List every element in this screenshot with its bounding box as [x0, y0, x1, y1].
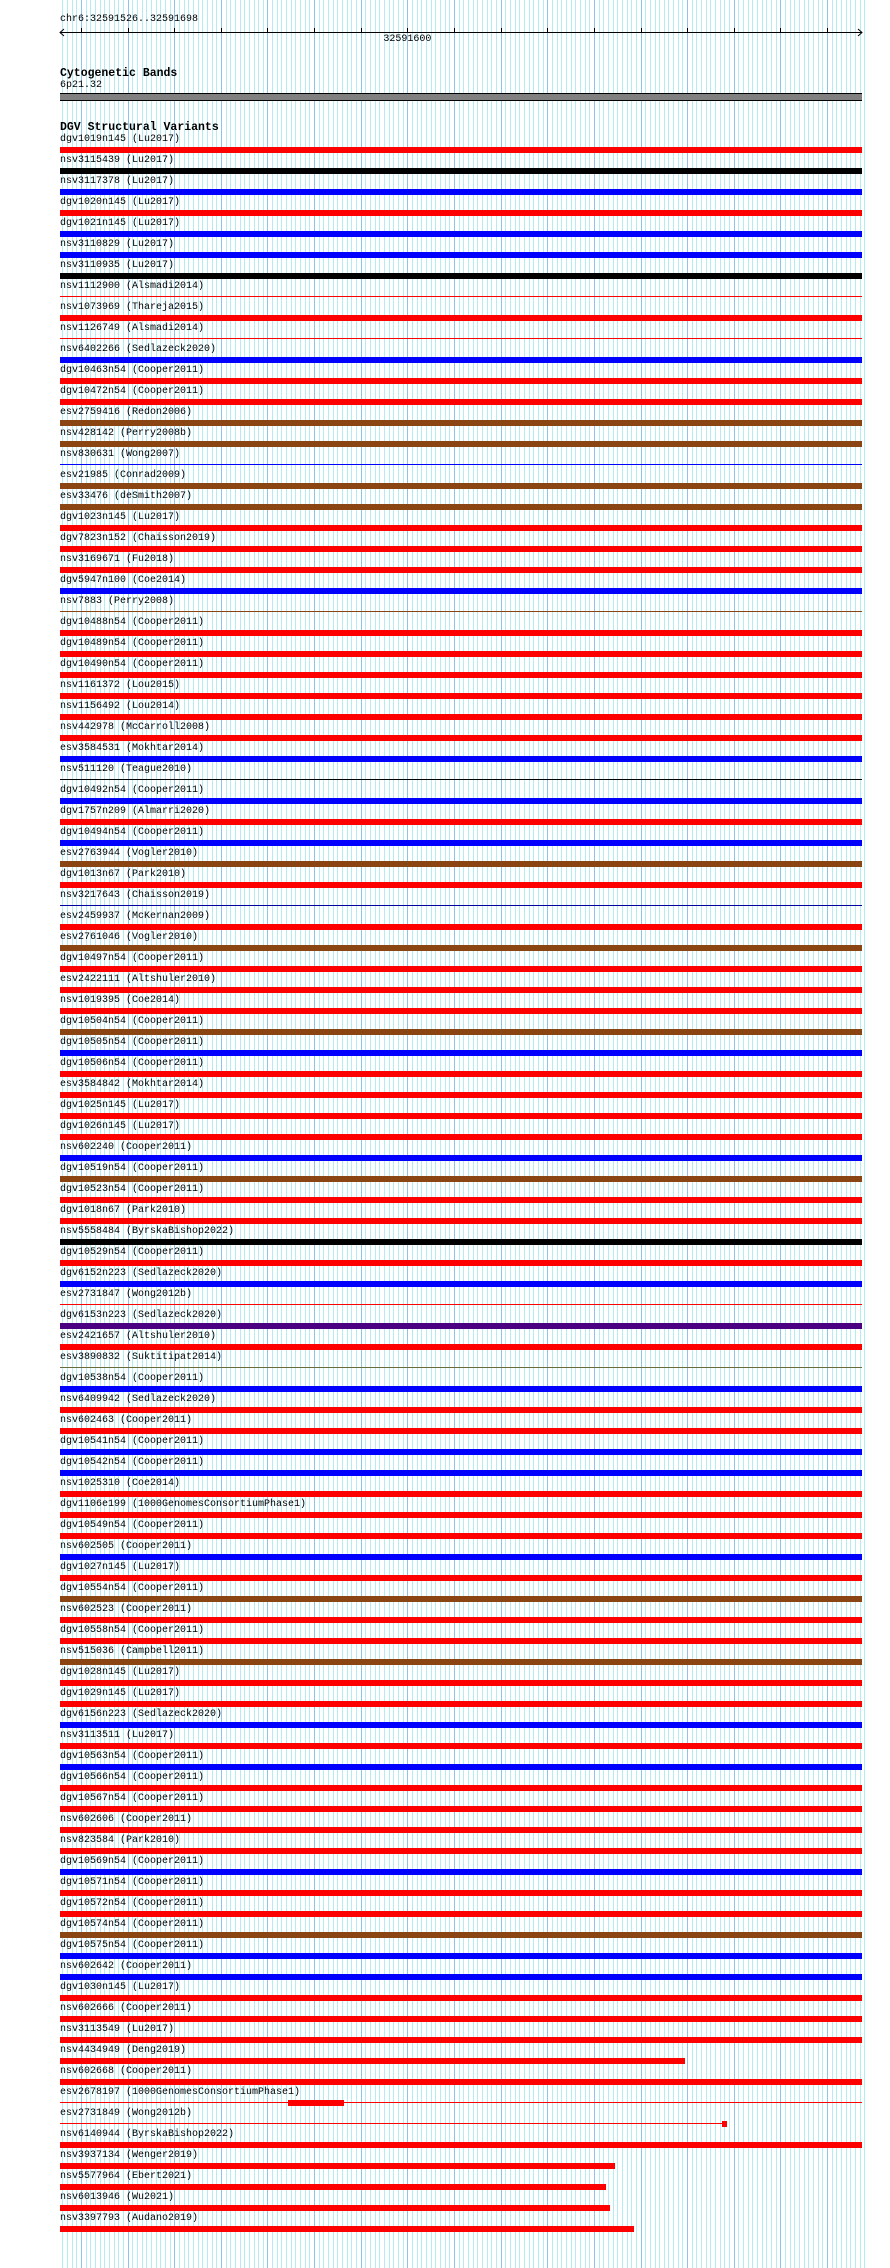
variant-bar[interactable] — [60, 504, 862, 510]
variant-label[interactable]: dgv10472n54 (Cooper2011) — [60, 386, 205, 397]
variant-bar[interactable] — [60, 1869, 862, 1875]
variant-label[interactable]: dgv10549n54 (Cooper2011) — [60, 1520, 205, 1531]
variant-line[interactable] — [60, 1304, 862, 1305]
variant-label[interactable]: dgv10489n54 (Cooper2011) — [60, 638, 205, 649]
variant-label[interactable]: dgv1020n145 (Lu2017) — [60, 197, 181, 208]
variant-label[interactable]: dgv10529n54 (Cooper2011) — [60, 1247, 205, 1258]
variant-label[interactable]: dgv1027n145 (Lu2017) — [60, 1562, 181, 1573]
variant-bar[interactable] — [60, 567, 862, 573]
variant-label[interactable]: nsv6409942 (Sedlazeck2020) — [60, 1394, 217, 1405]
variant-line[interactable] — [60, 779, 862, 780]
variant-bar[interactable] — [60, 1407, 862, 1413]
variant-block[interactable] — [722, 2121, 727, 2127]
variant-bar[interactable] — [60, 1554, 862, 1560]
range-label: chr6:32591526..32591698 — [60, 14, 199, 25]
variant-label[interactable]: dgv10569n54 (Cooper2011) — [60, 1856, 205, 1867]
variant-block[interactable] — [288, 2100, 344, 2106]
variant-bar[interactable] — [60, 1134, 862, 1140]
variant-label[interactable]: nsv3217643 (Chaisson2019) — [60, 890, 211, 901]
variant-bar[interactable] — [60, 1911, 862, 1917]
variant-bar[interactable] — [60, 168, 862, 174]
variant-label[interactable]: esv2763944 (Vogler2010) — [60, 848, 199, 859]
variant-label[interactable]: esv2421657 (Altshuler2010) — [60, 1331, 217, 1342]
variant-label[interactable]: nsv3113511 (Lu2017) — [60, 1730, 175, 1741]
variant-label[interactable]: nsv442978 (McCarroll2008) — [60, 722, 211, 733]
variant-label[interactable]: dgv10523n54 (Cooper2011) — [60, 1184, 205, 1195]
variant-label[interactable]: nsv3115439 (Lu2017) — [60, 155, 175, 166]
variant-bar[interactable] — [60, 651, 862, 657]
variant-label[interactable]: nsv3110935 (Lu2017) — [60, 260, 175, 271]
variant-line[interactable] — [60, 611, 862, 612]
variant-bar[interactable] — [60, 210, 862, 216]
variant-bar[interactable] — [60, 1113, 862, 1119]
variant-bar[interactable] — [60, 1260, 862, 1266]
variant-bar[interactable] — [60, 714, 862, 720]
variant-label[interactable]: dgv10541n54 (Cooper2011) — [60, 1436, 205, 1447]
variant-label[interactable]: nsv428142 (Perry2008b) — [60, 428, 193, 439]
variant-label[interactable]: esv21985 (Conrad2009) — [60, 470, 187, 481]
variant-label[interactable]: dgv1023n145 (Lu2017) — [60, 512, 181, 523]
variant-bar[interactable] — [60, 2163, 615, 2169]
variant-line[interactable] — [60, 2102, 862, 2103]
variant-label[interactable]: dgv1026n145 (Lu2017) — [60, 1121, 181, 1132]
variant-label[interactable]: nsv3397793 (Audano2019) — [60, 2213, 199, 2224]
variant-bar[interactable] — [60, 735, 862, 741]
variant-label[interactable]: nsv1019395 (Coe2014) — [60, 995, 181, 1006]
variant-bar[interactable] — [60, 1680, 862, 1686]
sv-track-title[interactable]: DGV Structural Variants — [60, 121, 219, 134]
variant-bar[interactable] — [60, 840, 862, 846]
variant-line[interactable] — [60, 2123, 727, 2124]
variant-bar[interactable] — [60, 1890, 862, 1896]
variant-bar[interactable] — [60, 252, 862, 258]
variant-label[interactable]: esv2731847 (Wong2012b) — [60, 1289, 193, 1300]
variant-bar[interactable] — [60, 861, 862, 867]
variant-bar[interactable] — [60, 357, 862, 363]
variant-label[interactable]: dgv1030n145 (Lu2017) — [60, 1982, 181, 1993]
variant-bar[interactable] — [60, 1218, 862, 1224]
variant-label[interactable]: dgv6153n223 (Sedlazeck2020) — [60, 1310, 223, 1321]
variant-bar[interactable] — [60, 546, 862, 552]
variant-label[interactable]: nsv6013946 (Wu2021) — [60, 2192, 175, 2203]
variant-bar[interactable] — [60, 1953, 862, 1959]
variant-label[interactable]: dgv10504n54 (Cooper2011) — [60, 1016, 205, 1027]
variant-label[interactable]: nsv1156492 (Lou2014) — [60, 701, 181, 712]
variant-bar[interactable] — [60, 1701, 862, 1707]
variant-label[interactable]: nsv7883 (Perry2008) — [60, 596, 175, 607]
variant-bar[interactable] — [60, 819, 862, 825]
variant-label[interactable]: nsv602642 (Cooper2011) — [60, 1961, 193, 1972]
variant-label[interactable]: nsv4434949 (Deng2019) — [60, 2045, 187, 2056]
cytoband-track-title[interactable]: Cytogenetic Bands — [60, 67, 178, 80]
variant-bar[interactable] — [60, 2184, 606, 2190]
variant-label[interactable]: dgv10492n54 (Cooper2011) — [60, 785, 205, 796]
variant-label[interactable]: nsv3937134 (Wenger2019) — [60, 2150, 199, 2161]
variant-label[interactable]: nsv1161372 (Lou2015) — [60, 680, 181, 691]
variant-bar[interactable] — [60, 1323, 862, 1329]
variant-bar[interactable] — [60, 273, 862, 279]
variant-bar[interactable] — [60, 1029, 862, 1035]
variant-label[interactable]: dgv6156n223 (Sedlazeck2020) — [60, 1709, 223, 1720]
variant-label[interactable]: dgv5947n100 (Coe2014) — [60, 575, 187, 586]
variant-bar[interactable] — [60, 1575, 862, 1581]
variant-bar[interactable] — [60, 189, 862, 195]
variant-label[interactable]: esv3890832 (Suktitipat2014) — [60, 1352, 223, 1363]
variant-bar[interactable] — [60, 1470, 862, 1476]
variant-bar[interactable] — [60, 693, 862, 699]
variant-bar[interactable] — [60, 2058, 685, 2064]
variant-label[interactable]: dgv7823n152 (Chaisson2019) — [60, 533, 217, 544]
variant-label[interactable]: dgv10575n54 (Cooper2011) — [60, 1940, 205, 1951]
variant-bar[interactable] — [60, 1176, 862, 1182]
variant-label[interactable]: dgv10538n54 (Cooper2011) — [60, 1373, 205, 1384]
variant-bar[interactable] — [60, 231, 862, 237]
variant-bar[interactable] — [60, 1743, 862, 1749]
variant-bar[interactable] — [60, 1449, 862, 1455]
variant-bar[interactable] — [60, 2079, 862, 2085]
cytoband-bar[interactable] — [60, 93, 862, 101]
variant-bar[interactable] — [60, 399, 862, 405]
variant-label[interactable]: dgv10497n54 (Cooper2011) — [60, 953, 205, 964]
variant-label[interactable]: dgv1029n145 (Lu2017) — [60, 1688, 181, 1699]
variant-bar[interactable] — [60, 1050, 862, 1056]
variant-label[interactable]: dgv1025n145 (Lu2017) — [60, 1100, 181, 1111]
variant-bar[interactable] — [60, 588, 862, 594]
variant-label[interactable]: dgv10566n54 (Cooper2011) — [60, 1772, 205, 1783]
variant-bar[interactable] — [60, 672, 862, 678]
variant-label[interactable]: esv33476 (deSmith2007) — [60, 491, 193, 502]
variant-bar[interactable] — [60, 1974, 862, 1980]
variant-label[interactable]: nsv3169671 (Fu2018) — [60, 554, 175, 565]
variant-label[interactable]: nsv602505 (Cooper2011) — [60, 1541, 193, 1552]
variant-label[interactable]: esv2759416 (Redon2006) — [60, 407, 193, 418]
variant-label[interactable]: nsv830631 (Wong2007) — [60, 449, 181, 460]
variant-label[interactable]: nsv1073969 (Thareja2015) — [60, 302, 205, 313]
variant-label[interactable]: esv2459937 (McKernan2009) — [60, 911, 211, 922]
variant-label[interactable]: nsv602666 (Cooper2011) — [60, 2003, 193, 2014]
variant-label[interactable]: nsv511120 (Teague2010) — [60, 764, 193, 775]
variant-bar[interactable] — [60, 1155, 862, 1161]
variant-bar[interactable] — [60, 1071, 862, 1077]
variant-bar[interactable] — [60, 756, 862, 762]
variant-bar[interactable] — [60, 1491, 862, 1497]
variant-bar[interactable] — [60, 1239, 862, 1245]
variant-label[interactable]: dgv10463n54 (Cooper2011) — [60, 365, 205, 376]
variant-label[interactable]: nsv3110829 (Lu2017) — [60, 239, 175, 250]
variant-label[interactable]: nsv1112900 (Alsmadi2014) — [60, 281, 205, 292]
variant-bar[interactable] — [60, 483, 862, 489]
variant-bar[interactable] — [60, 1197, 862, 1203]
variant-bar[interactable] — [60, 2226, 634, 2232]
variant-label[interactable]: dgv10505n54 (Cooper2011) — [60, 1037, 205, 1048]
variant-label[interactable]: dgv6152n223 (Sedlazeck2020) — [60, 1268, 223, 1279]
variant-bar[interactable] — [60, 420, 862, 426]
variant-bar[interactable] — [60, 924, 862, 930]
variant-label[interactable]: esv2678197 (1000GenomesConsortiumPhase1) — [60, 2087, 301, 2098]
variant-label[interactable]: dgv10506n54 (Cooper2011) — [60, 1058, 205, 1069]
variant-bar[interactable] — [60, 1092, 862, 1098]
variant-line[interactable] — [60, 296, 862, 297]
variant-label[interactable]: dgv10558n54 (Cooper2011) — [60, 1625, 205, 1636]
variant-line[interactable] — [60, 1367, 862, 1368]
variant-bar[interactable] — [60, 2142, 862, 2148]
variant-bar[interactable] — [60, 1533, 862, 1539]
variant-bar[interactable] — [60, 1785, 862, 1791]
variant-label[interactable]: esv2731849 (Wong2012b) — [60, 2108, 193, 2119]
tick-label: 32591600 — [383, 34, 432, 45]
coordinate-ruler — [0, 0, 890, 50]
variant-bar[interactable] — [60, 147, 862, 153]
variant-bar[interactable] — [60, 315, 862, 321]
variant-line[interactable] — [60, 464, 862, 465]
variant-line[interactable] — [60, 905, 862, 906]
variant-label[interactable]: nsv3113549 (Lu2017) — [60, 2024, 175, 2035]
variant-bar[interactable] — [60, 798, 862, 804]
variant-bar[interactable] — [60, 966, 862, 972]
variant-label[interactable]: dgv1013n67 (Park2010) — [60, 869, 187, 880]
variant-label[interactable]: nsv6402266 (Sedlazeck2020) — [60, 344, 217, 355]
variant-bar[interactable] — [60, 1386, 862, 1392]
variant-label[interactable]: nsv602240 (Cooper2011) — [60, 1142, 193, 1153]
variant-label[interactable]: nsv3117378 (Lu2017) — [60, 176, 175, 187]
variant-bar[interactable] — [60, 1806, 862, 1812]
variant-bar[interactable] — [60, 1932, 862, 1938]
variant-label[interactable]: dgv10542n54 (Cooper2011) — [60, 1457, 205, 1468]
variant-bar[interactable] — [60, 1617, 862, 1623]
variant-bar[interactable] — [60, 525, 862, 531]
variant-bar[interactable] — [60, 441, 862, 447]
variant-bar[interactable] — [60, 882, 862, 888]
variant-bar[interactable] — [60, 2205, 610, 2211]
variant-label[interactable]: dgv10490n54 (Cooper2011) — [60, 659, 205, 670]
variant-bar[interactable] — [60, 987, 862, 993]
variant-bar[interactable] — [60, 1512, 862, 1518]
variant-label[interactable]: esv3584531 (Mokhtar2014) — [60, 743, 205, 754]
variant-bar[interactable] — [60, 2016, 862, 2022]
variant-label[interactable]: nsv602463 (Cooper2011) — [60, 1415, 193, 1426]
variant-bar[interactable] — [60, 630, 862, 636]
variant-label[interactable]: dgv10494n54 (Cooper2011) — [60, 827, 205, 838]
variant-bar[interactable] — [60, 1428, 862, 1434]
variant-bar[interactable] — [60, 1659, 862, 1665]
variant-label[interactable]: dgv1757n209 (Almarri2020) — [60, 806, 211, 817]
variant-bar[interactable] — [60, 1344, 862, 1350]
variant-label[interactable]: esv3584842 (Mokhtar2014) — [60, 1079, 205, 1090]
variant-bar[interactable] — [60, 1281, 862, 1287]
variant-label[interactable]: nsv6140944 (ByrskaBishop2022) — [60, 2129, 235, 2140]
variant-bar[interactable] — [60, 1827, 862, 1833]
variant-label[interactable]: dgv10554n54 (Cooper2011) — [60, 1583, 205, 1594]
variant-label[interactable]: nsv602606 (Cooper2011) — [60, 1814, 193, 1825]
variant-bar[interactable] — [60, 1722, 862, 1728]
variant-label[interactable]: dgv10574n54 (Cooper2011) — [60, 1919, 205, 1930]
variant-label[interactable]: dgv10519n54 (Cooper2011) — [60, 1163, 205, 1174]
variant-label[interactable]: dgv10488n54 (Cooper2011) — [60, 617, 205, 628]
variant-bar[interactable] — [60, 1596, 862, 1602]
variant-bar[interactable] — [60, 1638, 862, 1644]
variant-label[interactable]: dgv10567n54 (Cooper2011) — [60, 1793, 205, 1804]
variant-line[interactable] — [60, 338, 862, 339]
variant-label[interactable]: nsv823584 (Park2010) — [60, 1835, 181, 1846]
variant-label[interactable]: nsv5558484 (ByrskaBishop2022) — [60, 1226, 235, 1237]
variant-label[interactable]: nsv1025310 (Coe2014) — [60, 1478, 181, 1489]
variant-label[interactable]: nsv602668 (Cooper2011) — [60, 2066, 193, 2077]
variant-label[interactable]: dgv1019n145 (Lu2017) — [60, 134, 181, 145]
variant-bar[interactable] — [60, 1764, 862, 1770]
variant-label[interactable]: dgv1018n67 (Park2010) — [60, 1205, 187, 1216]
variant-label[interactable]: esv2761046 (Vogler2010) — [60, 932, 199, 943]
variant-bar[interactable] — [60, 2037, 862, 2043]
variant-label[interactable]: dgv10572n54 (Cooper2011) — [60, 1898, 205, 1909]
cytoband-label: 6p21.32 — [60, 80, 103, 91]
variant-bar[interactable] — [60, 1995, 862, 2001]
variant-label[interactable]: dgv1106e199 (1000GenomesConsortiumPhase1) — [60, 1499, 307, 1510]
variant-bar[interactable] — [60, 1848, 862, 1854]
variant-label[interactable]: dgv10563n54 (Cooper2011) — [60, 1751, 205, 1762]
variant-label[interactable]: nsv515036 (Campbell2011) — [60, 1646, 205, 1657]
variant-label[interactable]: nsv602523 (Cooper2011) — [60, 1604, 193, 1615]
variant-label[interactable]: nsv1126749 (Alsmadi2014) — [60, 323, 205, 334]
variant-label[interactable]: dgv1021n145 (Lu2017) — [60, 218, 181, 229]
variant-label[interactable]: dgv1028n145 (Lu2017) — [60, 1667, 181, 1678]
variant-label[interactable]: nsv5577964 (Ebert2021) — [60, 2171, 193, 2182]
variant-bar[interactable] — [60, 1008, 862, 1014]
variant-label[interactable]: esv2422111 (Altshuler2010) — [60, 974, 217, 985]
variant-bar[interactable] — [60, 945, 862, 951]
variant-bar[interactable] — [60, 378, 862, 384]
variant-label[interactable]: dgv10571n54 (Cooper2011) — [60, 1877, 205, 1888]
